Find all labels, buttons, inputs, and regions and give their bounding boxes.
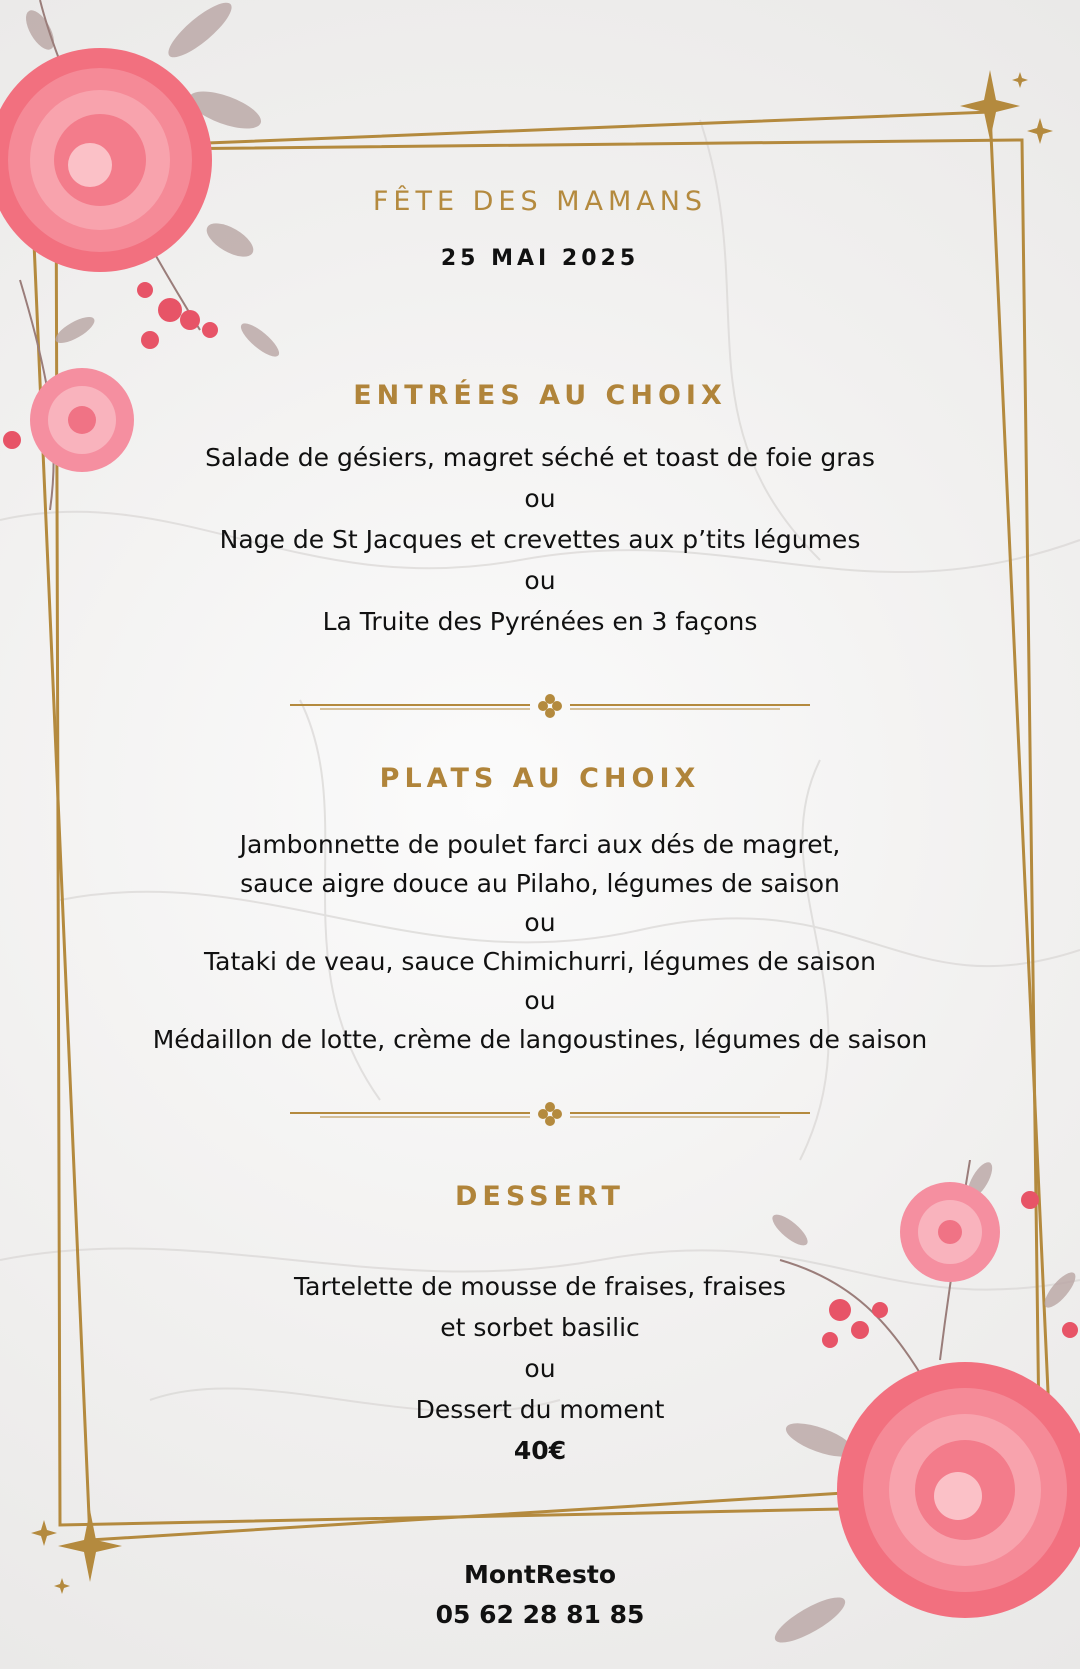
divider-ornament-icon [290,1099,810,1129]
menu-separator: ou [524,1354,556,1383]
menu-item: Dessert du moment [415,1395,665,1424]
menu-item: Tataki de veau, sauce Chimichurri, légumes de saison [204,947,876,976]
section-title-entrees: ENTRÉES AU CHOIX [353,380,727,411]
menu-separator: ou [524,484,556,513]
menu-item: Jambonnette de poulet farci aux dés de magret, [239,830,841,859]
menu-item: Salade de gésiers, magret séché et toast de foie gras [205,443,875,472]
menu-item: sauce aigre douce au Pilaho, légumes de saison [240,869,840,898]
menu-item: Nage de St Jacques et crevettes aux p’tits légumes [219,525,861,554]
menu-item: Médaillon de lotte, crème de langoustines, légumes de saison [152,1025,928,1054]
menu-separator: ou [524,908,556,937]
divider-ornament-icon [290,691,810,721]
menu-item: La Truite des Pyrénées en 3 façons [322,607,758,636]
menu-separator: ou [524,566,556,595]
menu-item: Tartelette de mousse de fraises, fraises [294,1272,786,1301]
plats-list [0,825,1080,1059]
menu-price: 40€ [513,1436,567,1465]
event-date: 25 MAI 2025 [440,246,640,271]
footer [0,1555,1080,1635]
entrees-list [0,437,1080,642]
dessert-list [0,1266,1080,1471]
menu-item: et sorbet basilic [440,1313,640,1342]
phone-number: 05 62 28 81 85 [435,1600,645,1629]
section-title-dessert: DESSERT [455,1181,625,1212]
menu-separator: ou [524,986,556,1015]
event-title: FÊTE DES MAMANS [372,186,708,217]
restaurant-name: MontResto [463,1560,616,1589]
section-title-plats: PLATS AU CHOIX [379,763,701,794]
